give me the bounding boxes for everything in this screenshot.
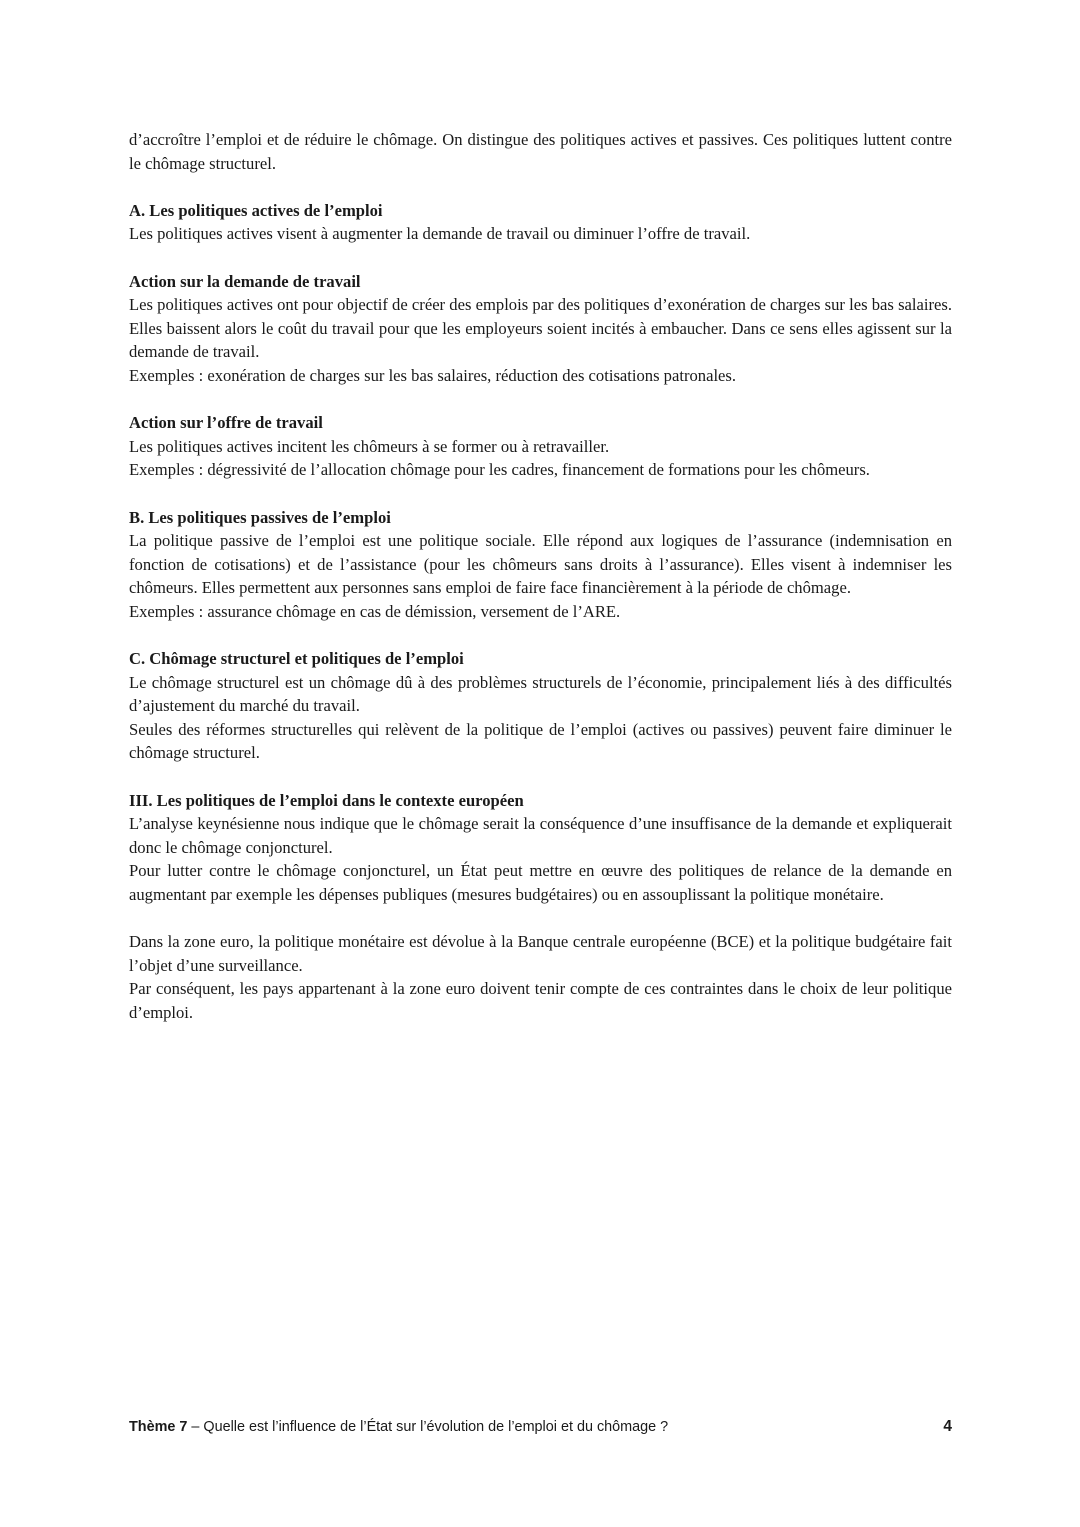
section-b-paragraph: La politique passive de l’emploi est une politique sociale. Elle répond aux logiques de l’assurance (indemnisation en fonction de cotisations) et de l’assistance (pour les chômeurs sans droits à l’assurance). Elles visent à indemniser les chômeurs. Elles permettent aux personnes sans emploi de faire face financièrement à la période de chômage.: [129, 531, 952, 598]
labour-demand-examples: Exemples : exonération de charges sur les bas salaires, réduction des cotisations patronales.: [129, 365, 737, 385]
intro-paragraph: d’accroître l’emploi et de réduire le chômage. On distingue des politiques actives et passives. Ces politiques luttent contre le chômage structurel.: [129, 130, 952, 173]
section-c-paragraph-2: Seules des réformes structurelles qui relèvent de la politique de l’emploi (actives ou passives) peuvent faire diminuer le chômage structurel.: [129, 719, 952, 763]
labour-supply-paragraph: Les politiques actives incitent les chômeurs à se former ou à retravailler.: [129, 436, 610, 456]
footer-theme-title: – Quelle est l’influence de l’État sur l’évolution de l’emploi et du chômage ?: [187, 1419, 669, 1435]
section-b-examples: Exemples : assurance chômage en cas de démission, versement de l’ARE.: [129, 601, 621, 621]
labour-supply-heading: Action sur l’offre de travail: [129, 413, 323, 433]
section-active-policies: [129, 199, 952, 246]
section-iii-paragraph-3: Dans la zone euro, la politique monétaire est dévolue à la Banque centrale européenne (BCE) et la politique budgétaire fait l’objet d’une surveillance.: [129, 932, 952, 975]
labour-demand-heading: Action sur la demande de travail: [129, 271, 361, 291]
section-b-heading: B. Les politiques passives de l’emploi: [129, 507, 391, 527]
section-euro-zone: [129, 930, 952, 1024]
footer-theme-label: Thème 7: [129, 1419, 188, 1435]
labour-supply-examples: Exemples : dégressivité de l’allocation chômage pour les cadres, financement de formations pour les chômeurs.: [129, 460, 870, 480]
section-a-paragraph: Les politiques actives visent à augmenter la demande de travail ou diminuer l’offre de travail.: [129, 224, 751, 244]
section-iii-paragraph-1: L’analyse keynésienne nous indique que le chômage serait la conséquence d’une insuffisance de la demande et expliquerait donc le chômage conjoncturel.: [129, 814, 952, 857]
section-passive-policies: [129, 506, 952, 624]
section-iii-paragraph-2: Pour lutter contre le chômage conjoncturel, un État peut mettre en œuvre des politiques de relance de la demande en augmentant par exemple les dépenses publiques (mesures budgétaires) ou en assouplissant la politique monétaire.: [129, 861, 952, 904]
section-a-heading: A. Les politiques actives de l’emploi: [129, 200, 383, 220]
document-body: [129, 128, 952, 1025]
section-structural-unemployment: [129, 647, 952, 765]
page-number: 4: [943, 1418, 952, 1435]
section-european-context: [129, 789, 952, 907]
section-iii-heading: III. Les politiques de l’emploi dans le contexte européen: [129, 790, 524, 810]
labour-demand-paragraph: Les politiques actives ont pour objectif de créer des emplois par des politiques d’exonération de charges sur les bas salaires. Elles baissent alors le coût du travail pour que les employeurs soient incités à embaucher. Dans ce sens elles agissent sur la demande de travail.: [129, 295, 952, 362]
section-c-paragraph-1: Le chômage structurel est un chômage dû à des problèmes structurels de l’économie, principalement liés à des difficultés d’ajustement du marché du travail.: [129, 672, 952, 716]
section-labour-demand: [129, 270, 952, 388]
section-labour-supply: [129, 411, 952, 482]
section-c-heading: C. Chômage structurel et politiques de l’emploi: [129, 649, 464, 669]
page-footer: [129, 1416, 952, 1438]
section-iii-paragraph-4: Par conséquent, les pays appartenant à la zone euro doivent tenir compte de ces contraintes dans le choix de leur politique d’emploi.: [129, 979, 952, 1022]
